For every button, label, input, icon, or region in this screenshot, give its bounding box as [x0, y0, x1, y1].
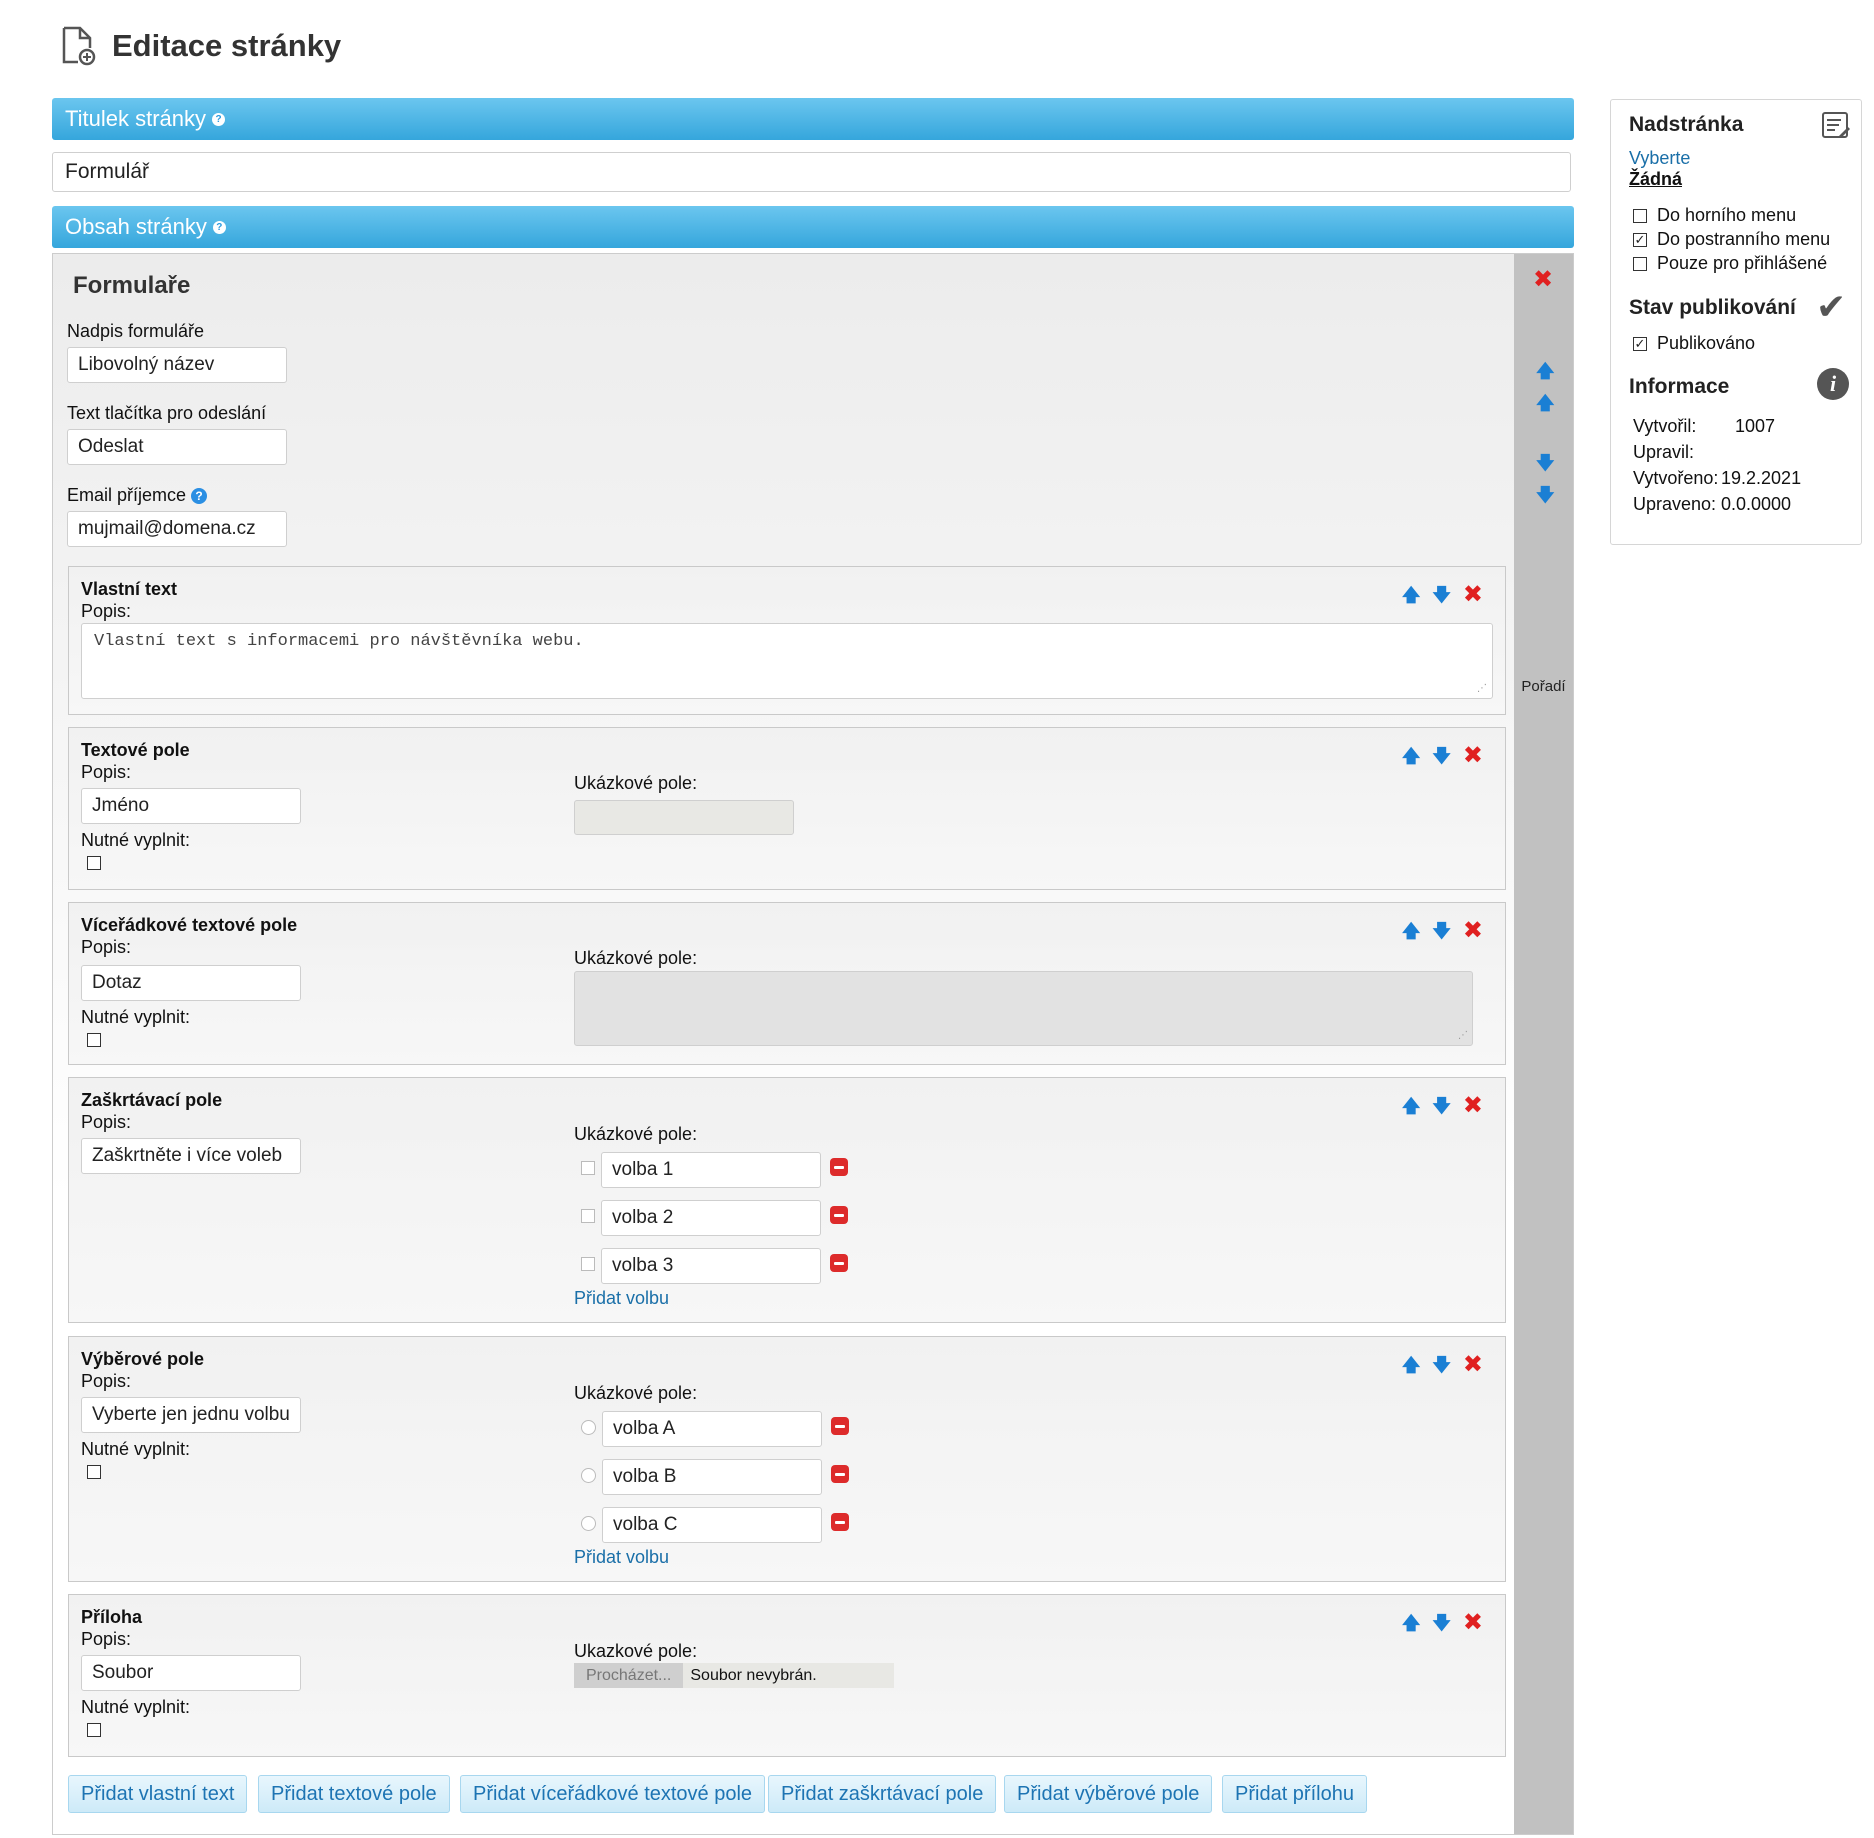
add-option-link[interactable]: Přidat volbu: [574, 1288, 670, 1308]
move-up-icon[interactable]: 🡅: [1401, 921, 1421, 941]
move-down-icon[interactable]: 🡇: [1432, 585, 1451, 605]
option-input[interactable]: [601, 1200, 821, 1236]
resize-grip-icon: ⋰: [1458, 1030, 1468, 1041]
logged-only-row[interactable]: [1633, 253, 1827, 274]
required-checkbox[interactable]: [87, 1465, 101, 1479]
no-file-text: Soubor nevybrán.: [690, 1666, 817, 1684]
block-controls: [1402, 1353, 1483, 1377]
required-label: Nutné vyplnit:: [81, 1007, 191, 1027]
email-label: Email příjemce: [67, 485, 187, 505]
sidebar-panel: [1610, 99, 1862, 545]
required-label: Nutné vyplnit:: [81, 830, 191, 850]
delete-icon[interactable]: ✖: [1462, 1609, 1483, 1636]
add-text-field-button[interactable]: Přidat textové pole: [258, 1775, 450, 1813]
popis-input[interactable]: [81, 788, 301, 824]
popis-label: Popis:: [81, 1629, 132, 1649]
delete-icon[interactable]: ✖: [1462, 581, 1483, 608]
browse-button: Procházet...: [574, 1663, 683, 1688]
page-header: [60, 24, 341, 68]
popis-label: Popis:: [81, 1112, 132, 1132]
form-heading: Formulaře: [73, 272, 191, 299]
block-title: Vlastní text: [81, 579, 178, 599]
required-label: Nutné vyplnit:: [81, 1439, 191, 1459]
top-menu-label: Do horního menu: [1657, 205, 1797, 225]
option-input[interactable]: [601, 1152, 821, 1188]
info-key: Upraveno:: [1633, 494, 1717, 514]
help-icon[interactable]: ?: [191, 488, 207, 504]
block-controls: [1402, 1094, 1483, 1118]
published-label: Publikováno: [1657, 333, 1756, 353]
remove-option-icon[interactable]: [831, 1417, 849, 1435]
add-checkbox-field-button[interactable]: Přidat zaškrtávací pole: [768, 1775, 996, 1813]
sample-text-input: [574, 800, 794, 835]
popis-label: Popis:: [81, 762, 132, 782]
move-up-icon[interactable]: 🡅: [1401, 1613, 1421, 1633]
submit-text-input[interactable]: [67, 429, 287, 465]
option-radio[interactable]: [581, 1420, 596, 1435]
info-row: [1633, 416, 1775, 437]
remove-option-icon[interactable]: [831, 1513, 849, 1531]
add-select-field-button[interactable]: Přidat výběrové pole: [1004, 1775, 1212, 1813]
block-controls: [1402, 919, 1483, 943]
move-up-icon[interactable]: 🡅: [1401, 1355, 1421, 1375]
block-select-field: [68, 1336, 1506, 1582]
add-attachment-button[interactable]: Přidat přílohu: [1222, 1775, 1367, 1813]
block-controls: [1402, 744, 1483, 768]
block-title: Víceřádkové textové pole: [81, 915, 298, 935]
move-down-icon[interactable]: 🡇: [1432, 746, 1451, 766]
info-row: [1633, 494, 1791, 515]
option-radio[interactable]: [581, 1468, 596, 1483]
block-title: Textové pole: [81, 740, 190, 760]
side-menu-row[interactable]: [1633, 229, 1830, 250]
option-checkbox[interactable]: [581, 1209, 595, 1223]
remove-option-icon[interactable]: [830, 1158, 848, 1176]
add-textarea-field-button[interactable]: Přidat víceřádkové textové pole: [460, 1775, 765, 1813]
resize-grip-icon[interactable]: ⋰: [1477, 683, 1487, 694]
section-bar-title: [52, 98, 1574, 140]
option-checkbox[interactable]: [581, 1257, 595, 1271]
section-bar-content: [52, 206, 1574, 248]
popis-input[interactable]: [81, 1397, 301, 1433]
info-value: 0.0.0000: [1721, 494, 1792, 514]
move-down-icon[interactable]: 🡇: [1536, 453, 1555, 473]
block-attachment-field: [68, 1594, 1506, 1757]
help-icon[interactable]: ?: [213, 221, 226, 234]
remove-option-icon[interactable]: [830, 1254, 848, 1272]
required-checkbox[interactable]: [87, 856, 101, 870]
option-input[interactable]: [602, 1507, 822, 1543]
published-row[interactable]: [1633, 333, 1755, 354]
info-key: Upravil:: [1633, 442, 1695, 462]
info-value: 19.2.2021: [1721, 468, 1802, 488]
section-title-label: Titulek stránky: [65, 106, 207, 131]
sample-label: Ukázkové pole:: [574, 773, 698, 793]
required-checkbox[interactable]: [87, 1033, 101, 1047]
help-icon[interactable]: ?: [212, 113, 225, 126]
block-controls: [1402, 1611, 1483, 1635]
block-title: Příloha: [81, 1607, 143, 1627]
option-input[interactable]: [602, 1459, 822, 1495]
info-row: [1633, 442, 1723, 463]
delete-icon[interactable]: ✖: [1462, 1092, 1483, 1119]
move-up-icon[interactable]: 🡅: [1401, 585, 1421, 605]
email-input[interactable]: [67, 511, 287, 547]
delete-form-icon[interactable]: ✖: [1533, 266, 1554, 293]
move-up-icon[interactable]: 🡅: [1401, 746, 1421, 766]
parent-value: Žádná: [1629, 169, 1683, 189]
page-edit-icon: [60, 26, 96, 66]
info-value: 1007: [1735, 416, 1776, 436]
popis-input[interactable]: [81, 965, 301, 1001]
add-option-link[interactable]: Přidat volbu: [574, 1547, 670, 1567]
required-checkbox[interactable]: [87, 1723, 101, 1737]
page-title-input[interactable]: [52, 152, 1571, 192]
sample-label: Ukázkové pole:: [574, 1124, 698, 1144]
remove-option-icon[interactable]: [830, 1206, 848, 1224]
move-down-icon[interactable]: 🡇: [1432, 921, 1451, 941]
publish-heading: Stav publikování: [1629, 296, 1796, 319]
logged-only-label: Pouze pro přihlášené: [1657, 253, 1828, 273]
sample-label: Ukazkové pole:: [574, 1641, 698, 1661]
sample-label: Ukázkové pole:: [574, 948, 698, 968]
info-row: [1633, 468, 1801, 489]
form-heading-label: Nadpis formuláře: [67, 321, 205, 341]
block-title: Zaškrtávací pole: [81, 1090, 223, 1110]
move-down-icon[interactable]: 🡇: [1432, 1613, 1451, 1633]
option-input[interactable]: [602, 1411, 822, 1447]
sample-textarea: [574, 971, 1473, 1046]
add-custom-text-button[interactable]: Přidat vlastní text: [68, 1775, 247, 1813]
required-label: Nutné vyplnit:: [81, 1697, 191, 1717]
sample-file-input: [574, 1663, 894, 1688]
popis-label: Popis:: [81, 1371, 132, 1391]
side-menu-label: Do postranního menu: [1657, 229, 1831, 249]
block-text-field: [68, 727, 1506, 890]
option-radio[interactable]: [581, 1516, 596, 1531]
move-up-icon[interactable]: 🡅: [1536, 393, 1555, 413]
popis-input[interactable]: [81, 1655, 301, 1691]
logged-only-checkbox[interactable]: [1633, 257, 1647, 271]
order-label: Pořadí: [1521, 678, 1566, 695]
move-down-icon[interactable]: 🡇: [1432, 1096, 1451, 1116]
email-label-row: [67, 485, 207, 506]
custom-text-textarea[interactable]: Vlastní text s informacemi pro návštěvníka webu.: [81, 623, 1493, 699]
info-icon: i: [1817, 368, 1849, 400]
submit-text-label: Text tlačítka pro odeslání: [67, 403, 267, 423]
info-heading: Informace: [1629, 375, 1730, 398]
option-input[interactable]: [601, 1248, 821, 1284]
order-bar: [1514, 254, 1573, 1834]
move-top-icon[interactable]: 🡅: [1536, 361, 1555, 381]
parent-page-heading: Nadstránka: [1629, 113, 1744, 136]
checkmark-icon: ✔: [1816, 286, 1847, 327]
delete-icon[interactable]: ✖: [1462, 742, 1483, 769]
info-key: Vytvořeno:: [1633, 468, 1719, 488]
block-custom-text: [68, 566, 1506, 715]
top-menu-row[interactable]: [1633, 205, 1796, 226]
published-checkbox[interactable]: ✓: [1634, 335, 1646, 351]
move-bottom-icon[interactable]: 🡇: [1536, 485, 1555, 505]
popis-label: Popis:: [81, 601, 132, 621]
side-menu-checkbox[interactable]: ✓: [1634, 231, 1646, 247]
info-key: Vytvořil:: [1633, 416, 1697, 436]
move-down-icon[interactable]: 🡇: [1432, 1355, 1451, 1375]
option-checkbox[interactable]: [581, 1161, 595, 1175]
list-edit-icon[interactable]: [1821, 110, 1851, 140]
sample-label: Ukázkové pole:: [574, 1383, 698, 1403]
popis-label: Popis:: [81, 937, 132, 957]
delete-icon[interactable]: ✖: [1462, 917, 1483, 944]
choose-parent-link[interactable]: Vyberte: [1629, 148, 1691, 168]
block-controls: [1402, 583, 1483, 607]
block-checkbox-field: [68, 1077, 1506, 1323]
top-menu-checkbox[interactable]: [1633, 209, 1647, 223]
block-textarea-field: [68, 902, 1506, 1065]
block-title: Výběrové pole: [81, 1349, 205, 1369]
popis-input[interactable]: [81, 1138, 301, 1174]
delete-icon[interactable]: ✖: [1462, 1351, 1483, 1378]
form-heading-input[interactable]: [67, 347, 287, 383]
page-title: Editace stránky: [112, 28, 342, 63]
move-up-icon[interactable]: 🡅: [1401, 1096, 1421, 1116]
remove-option-icon[interactable]: [831, 1465, 849, 1483]
section-content-label: Obsah stránky: [65, 214, 207, 239]
